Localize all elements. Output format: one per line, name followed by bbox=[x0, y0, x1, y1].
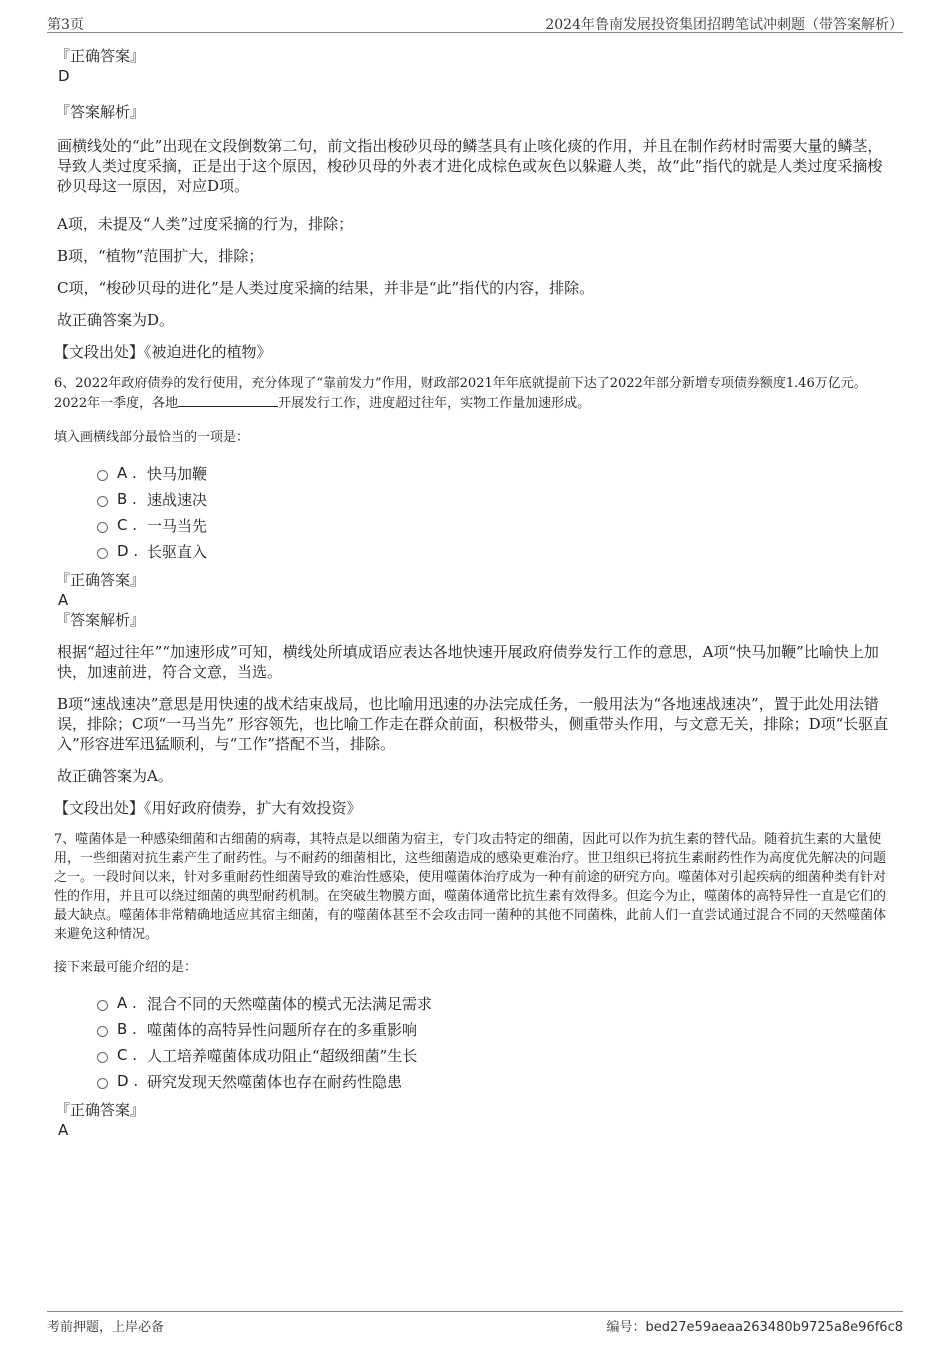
q6-option-a[interactable] bbox=[97, 460, 897, 486]
radio-icon[interactable] bbox=[97, 470, 108, 481]
q6-stem bbox=[54, 374, 897, 414]
page-content bbox=[54, 46, 897, 1140]
radio-icon[interactable] bbox=[97, 1000, 108, 1011]
q6-answer: A bbox=[58, 591, 69, 609]
option-letter: C . bbox=[117, 1046, 138, 1064]
q6-stem-after: 开展发行工作，进度超过往年，实物工作量加速形成。 bbox=[278, 396, 591, 411]
radio-icon[interactable] bbox=[97, 548, 108, 559]
footer-slogan: 考前押题，上岸必备 bbox=[47, 1320, 165, 1335]
option-text: 一马当先 bbox=[147, 516, 208, 535]
q7-options bbox=[97, 990, 897, 1094]
page-header bbox=[47, 10, 903, 33]
q6-analysis-label: 『答案解析』 bbox=[55, 611, 146, 629]
q7-option-a[interactable] bbox=[97, 990, 897, 1016]
q6-option-d[interactable] bbox=[97, 538, 897, 564]
q7-option-b[interactable] bbox=[97, 1016, 897, 1042]
q5-analysis-paragraph: 故正确答案为D。 bbox=[57, 311, 175, 329]
q5-analysis-label: 『答案解析』 bbox=[55, 103, 146, 121]
q6-options bbox=[97, 460, 897, 564]
q6-analysis-paragraph: 根据“超过往年”“加速形成”可知，横线处所填成语应表达各地快速开展政府债券发行工作的意思，A项“快马加鞭”比喻快上加快，加速前进，符合文意，当选。 bbox=[57, 643, 879, 681]
q5-analysis-paragraph: A项，未提及“人类”过度采摘的行为，排除； bbox=[57, 215, 354, 233]
q6-stem-before: 6、2022年政府债券的发行使用，充分体现了“靠前发力”作用，财政部2021年年底就提前下达了2022年部分新增专项债券额度1.46万亿元。2022年一季度，各地 bbox=[54, 376, 867, 411]
q6-analysis-paragraph: B项“速战速决”意思是用快速的战术结束战局，也比喻用迅速的办法完成任务，一般用法为“各地速战速决”，置于此处用法错误，排除；C项“一马当先” 形容领先，也比喻工作走在群众前面，积极带头，侧重带头作用，与文意无关，排除；D项“长驱直入”形容进军迅猛顺利，与“工作”搭配不当，排除。 bbox=[57, 695, 889, 753]
option-letter: A . bbox=[117, 994, 137, 1012]
q5-analysis-paragraph: 画横线处的“此”出现在文段倒数第二句，前文指出梭砂贝母的鳞茎具有止咳化痰的作用，并且在制作药材时需要大量的鳞茎，导致人类过度采摘，正是出于这个原因，梭砂贝母的外表才进化成棕色或灰色以躲避人类，故“此”指代的就是人类过度采摘梭砂贝母这一原因，对应D项。 bbox=[57, 137, 883, 195]
q5-answer: D bbox=[58, 67, 70, 85]
radio-icon[interactable] bbox=[97, 1026, 108, 1037]
q7-option-c[interactable] bbox=[97, 1042, 897, 1068]
q6-option-b[interactable] bbox=[97, 486, 897, 512]
q7-answer-label: 『正确答案』 bbox=[55, 1101, 146, 1119]
footer-code-value: bed27e59aeaa263480b9725a8e96f6c8 bbox=[645, 1320, 903, 1335]
footer-code bbox=[606, 1316, 903, 1335]
option-text: 速战速决 bbox=[147, 490, 208, 509]
option-letter: D . bbox=[117, 542, 139, 560]
q7-prompt: 接下来最可能介绍的是： bbox=[54, 960, 198, 975]
document-title: 2024年鲁南发展投资集团招聘笔试冲刺题（带答案解析） bbox=[545, 17, 903, 33]
footer-code-label: 编号： bbox=[606, 1320, 646, 1335]
q5-analysis-paragraph: B项，“植物”范围扩大，排除； bbox=[57, 247, 264, 265]
option-text: 快马加鞭 bbox=[147, 464, 208, 483]
option-letter: D . bbox=[117, 1072, 139, 1090]
page-footer bbox=[47, 1311, 903, 1336]
radio-icon[interactable] bbox=[97, 1052, 108, 1063]
option-text: 长驱直入 bbox=[147, 542, 208, 561]
q6-option-c[interactable] bbox=[97, 512, 897, 538]
option-text: 研究发现天然噬菌体也存在耐药性隐患 bbox=[147, 1072, 403, 1091]
q6-blank bbox=[178, 394, 278, 407]
q5-answer-label: 『正确答案』 bbox=[55, 47, 146, 65]
option-text: 人工培养噬菌体成功阻止“超级细菌”生长 bbox=[147, 1046, 418, 1065]
radio-icon[interactable] bbox=[97, 496, 108, 507]
option-letter: C . bbox=[117, 516, 138, 534]
option-letter: B . bbox=[117, 1020, 137, 1038]
q6-analysis-paragraph: 故正确答案为A。 bbox=[57, 767, 173, 785]
option-text: 混合不同的天然噬菌体的模式无法满足需求 bbox=[147, 994, 433, 1013]
q5-source: 【文段出处】《被迫进化的植物》 bbox=[54, 343, 272, 361]
q7-option-d[interactable] bbox=[97, 1068, 897, 1094]
page-number: 第3页 bbox=[47, 17, 84, 33]
q6-answer-label: 『正确答案』 bbox=[55, 571, 146, 589]
q5-analysis-paragraph: C项，“梭砂贝母的进化”是人类过度采摘的结果，并非是“此”指代的内容，排除。 bbox=[57, 279, 595, 297]
q6-prompt: 填入画横线部分最恰当的一项是： bbox=[54, 430, 250, 445]
q7-answer: A bbox=[58, 1121, 69, 1139]
option-letter: A . bbox=[117, 464, 137, 482]
q6-source: 【文段出处】《用好政府债券，扩大有效投资》 bbox=[54, 799, 362, 817]
q7-stem: 7、噬菌体是一种感染细菌和古细菌的病毒，其特点是以细菌为宿主，专门攻击特定的细菌，因此可以作为抗生素的替代品。随着抗生素的大量使用，一些细菌对抗生素产生了耐药性。与不耐药的细菌相比，这些细菌造成的感染更难治疗。世卫组织已将抗生素耐药性作为高度优先解决的问题之一。一段时间以来，针对多重耐药性细菌导致的难治性感染，使用噬菌体治疗成为一种有前途的研究方向。噬菌体对引起疾病的细菌种类有针对性的作用，并且可以绕过细菌的典型耐药机制。在突破生物膜方面，噬菌体通常比抗生素有效得多。但迄今为止，噬菌体的高特异性一直是它们的最大缺点。噬菌体非常精确地适应其宿主细菌，有的噬菌体甚至不会攻击同一菌种的其他不同菌株，此前人们一直尝试通过混合不同的天然噬菌体来避免这种情况。 bbox=[54, 832, 887, 942]
option-letter: B . bbox=[117, 490, 137, 508]
option-text: 噬菌体的高特异性问题所存在的多重影响 bbox=[147, 1020, 418, 1039]
radio-icon[interactable] bbox=[97, 1078, 108, 1089]
radio-icon[interactable] bbox=[97, 522, 108, 533]
